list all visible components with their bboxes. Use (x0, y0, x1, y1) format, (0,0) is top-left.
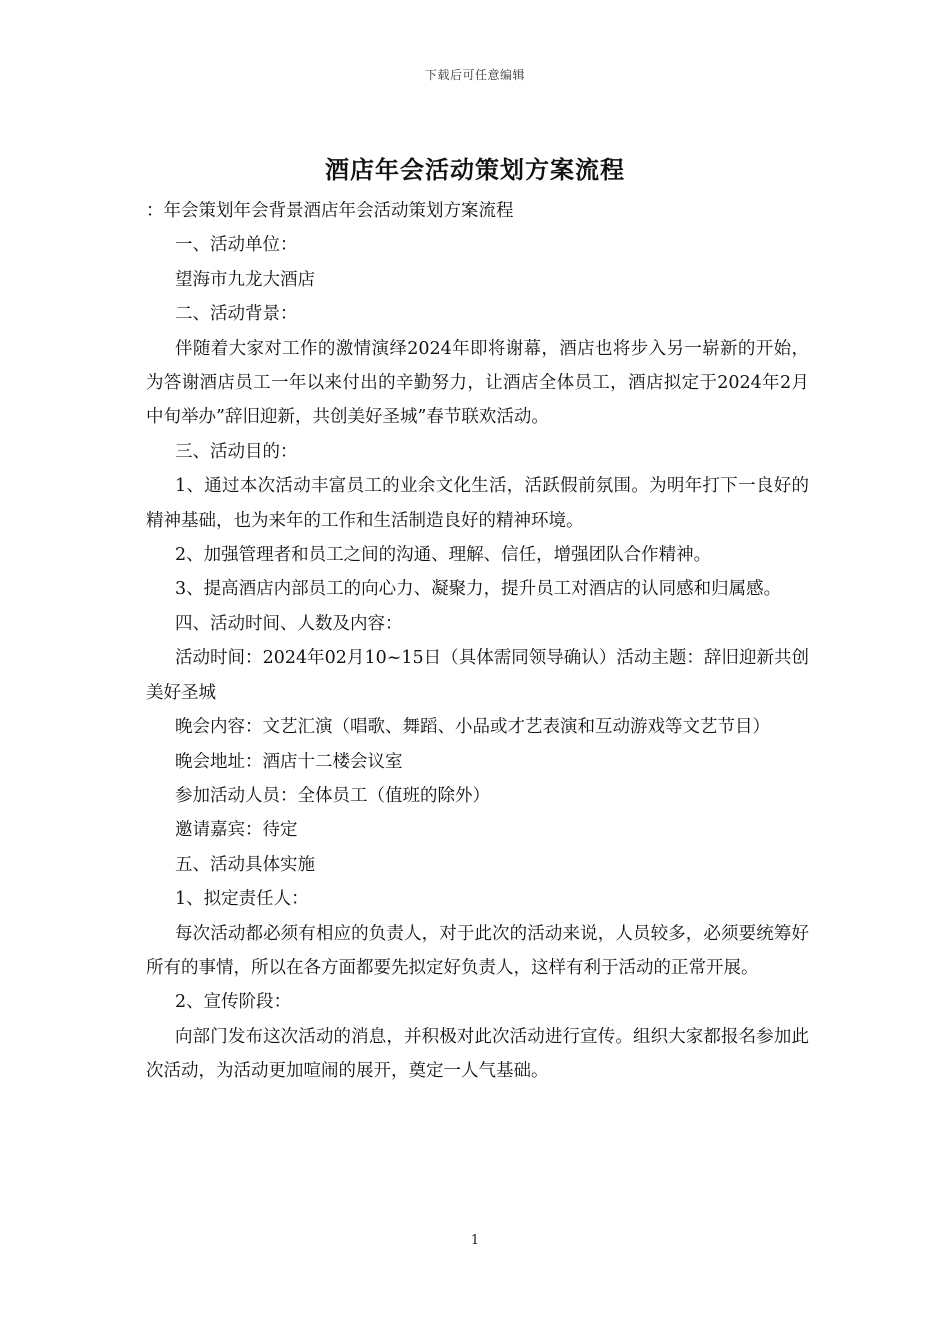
paragraph-intro: ：年会策划年会背景酒店年会活动策划方案流程 (146, 201, 514, 221)
page-number: 1 (470, 1233, 480, 1248)
heading-activity-purpose: 三、活动目的： (175, 441, 298, 462)
heading-time-people-content: 四、活动时间、人数及内容： (175, 613, 403, 634)
heading-implementation: 五、活动具体实施 (175, 854, 315, 875)
heading-responsible-person: 1、拟定责任人： (175, 889, 309, 910)
header-note: 下载后可任意编辑 (424, 68, 525, 82)
paragraph-purpose-1: 1、通过本次活动丰富员工的业余文化生活，活跃假前氛围。为明年打下一良好的精神基础，也为来年的工作和生活制造良好的精神环境。 (146, 476, 809, 531)
paragraph-guests: 邀请嘉宾：待定 (175, 820, 298, 841)
document-body (146, 194, 809, 1089)
paragraph-participants: 参加活动人员：全体员工（值班的除外） (175, 785, 490, 806)
paragraph-responsible-person: 每次活动都必须有相应的负责人，对于此次的活动来说，人员较多，必须要统筹好所有的事情，所以在各方面都要先拟定好负责人，这样有利于活动的正常开展。 (146, 923, 809, 978)
heading-activity-unit: 一、活动单位： (175, 235, 298, 256)
paragraph-party-content: 晚会内容：文艺汇演（唱歌、舞蹈、小品或才艺表演和互动游戏等文艺节目） (175, 717, 770, 738)
heading-promotion-stage: 2、宣传阶段： (175, 992, 292, 1013)
heading-activity-background: 二、活动背景： (175, 304, 298, 325)
paragraph-promotion: 向部门发布这次活动的消息，并积极对此次活动进行宣传。组织大家都报名参加此次活动，为活动更加喧闹的展开，奠定一人气基础。 (146, 1026, 809, 1082)
paragraph-party-address: 晚会地址：酒店十二楼会议室 (175, 751, 403, 772)
document-title: 酒店年会活动策划方案流程 (325, 155, 625, 184)
paragraph-background: 伴随着大家对工作的激情演绎2024年即将谢幕，酒店也将步入另一崭新的开始，为答谢酒店员工一年以来付出的辛勤努力，让酒店全体员工，酒店拟定于2024年2月中旬举办”辞旧迎新，共创美好圣城”春节联欢活动。 (146, 338, 809, 428)
paragraph-purpose-2: 2、加强管理者和员工之间的沟通、理解、信任，增强团队合作精神。 (175, 545, 712, 566)
paragraph-activity-time: 活动时间：2024年02月10~15日（具体需同领导确认）活动主题：辞旧迎新共创美好圣城 (146, 648, 809, 703)
paragraph-unit-name: 望海市九龙大酒店 (175, 269, 315, 290)
paragraph-purpose-3: 3、提高酒店内部员工的向心力、凝聚力，提升员工对酒店的认同感和归属感。 (175, 579, 782, 600)
